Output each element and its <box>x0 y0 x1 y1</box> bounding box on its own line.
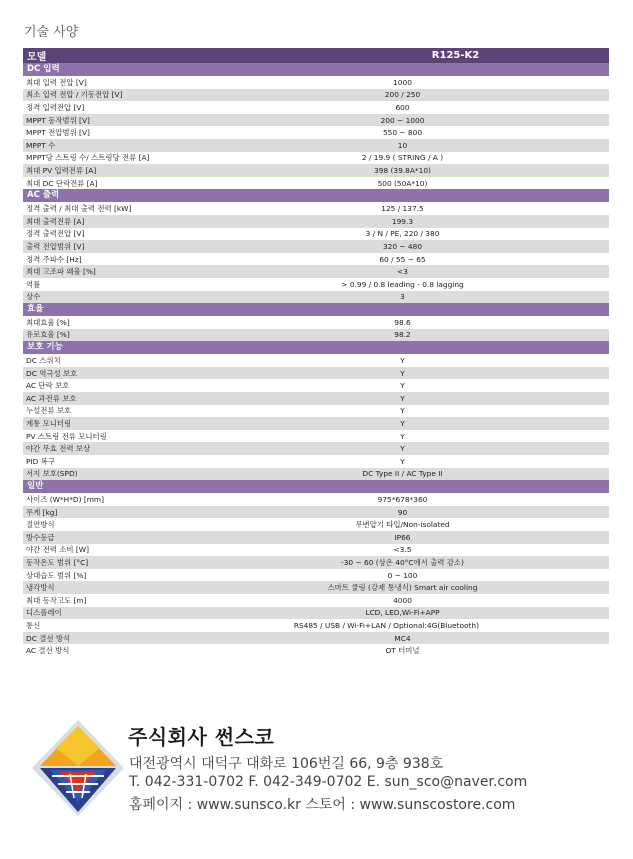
spec-row <box>23 417 609 430</box>
spec-value: <3.5 <box>393 545 412 555</box>
spec-row <box>23 89 609 102</box>
spec-label: 출력 전압범위 [V] <box>26 241 85 251</box>
spec-label: 계통 모니터링 <box>26 419 72 429</box>
spec-row <box>23 101 609 114</box>
spec-row <box>23 581 609 594</box>
spec-label: 야간 무효 전력 보상 <box>26 444 91 454</box>
spec-label: 정격 주파수 [Hz] <box>26 254 82 264</box>
spec-label: DC 스위치 <box>26 356 61 366</box>
spec-row <box>23 544 609 557</box>
spec-value: IP66 <box>394 532 411 542</box>
spec-value: 500 (50A*10) <box>377 178 428 188</box>
spec-value: 3 <box>400 292 405 302</box>
spec-row <box>23 316 609 329</box>
spec-value: 98.2 <box>394 330 411 340</box>
spec-label: MPPT 전압범위 [V] <box>26 128 90 138</box>
spec-label: AC 과전류 보호 <box>26 393 77 403</box>
spec-label: 서지 보호(SPD) <box>26 469 78 479</box>
company-address: 대전광역시 대덕구 대화로 106번길 66, 9층 938호 <box>129 756 444 772</box>
model-value: R125-K2 <box>431 50 480 61</box>
spec-value: 98.6 <box>394 317 411 327</box>
spec-row <box>23 531 609 544</box>
page-title: 기술 사양 <box>24 25 79 40</box>
spec-value: Y <box>400 431 405 441</box>
spec-label: 무게 [kg] <box>26 507 58 517</box>
spec-row <box>23 114 609 127</box>
spec-value: 600 <box>395 102 410 112</box>
spec-label: AC 단락 보호 <box>26 381 70 391</box>
spec-row <box>23 76 609 89</box>
spec-value: 199.3 <box>391 216 414 226</box>
spec-label: 상수 <box>26 292 41 302</box>
spec-value: RS485 / USB / Wi-Fi+LAN / Optional:4G(Bluetooth) <box>293 620 479 630</box>
spec-label: 정격 출력 / 최대 출력 전력 [kW] <box>26 204 132 214</box>
spec-row <box>23 556 609 569</box>
spec-value: 10 <box>397 140 408 150</box>
spec-label: MPPT 동작범위 [V] <box>26 115 90 125</box>
company-footer <box>30 718 610 828</box>
spec-value: Y <box>400 419 405 429</box>
spec-row <box>23 126 609 139</box>
spec-row <box>23 619 609 632</box>
spec-row <box>23 329 609 342</box>
spec-row <box>23 493 609 506</box>
spec-label: AC 결선 방식 <box>26 646 70 656</box>
company-web: 홈페이지 : www.sunsco.kr 스토어 : www.sunscostore.com <box>129 797 516 813</box>
spec-row <box>23 607 609 620</box>
spec-value: Y <box>400 381 405 391</box>
spec-row <box>23 265 609 278</box>
spec-value: 975*678*360 <box>377 495 428 505</box>
spec-value: Y <box>400 444 405 454</box>
spec-value: LCD, LED,Wi-Fi+APP <box>365 608 440 618</box>
spec-row <box>23 139 609 152</box>
spec-row <box>23 278 609 291</box>
section-header: AC 출력 <box>23 189 609 202</box>
spec-row <box>23 594 609 607</box>
spec-row <box>23 367 609 380</box>
spec-label: 동작온도 범위 [°C] <box>26 557 89 567</box>
spec-label: 최대 동작고도 [m] <box>26 595 87 605</box>
spec-label: DC 결선 방식 <box>26 633 71 643</box>
spec-value: 3 / N / PE, 220 / 380 <box>365 229 440 239</box>
spec-row <box>23 468 609 481</box>
spec-label: 정격 출력전압 [V] <box>26 229 85 239</box>
spec-row <box>23 632 609 645</box>
spec-label: 최소 입력 전압 / 기동전압 [V] <box>26 90 123 100</box>
spec-row <box>23 442 609 455</box>
spec-label: 정격 입력전압 [V] <box>26 102 85 112</box>
spec-label: MPPT 수 <box>26 140 56 150</box>
spec-label: MPPT당 스트링 수/ 스트링당 전류 [A] <box>26 153 150 163</box>
section-header: 효율 <box>23 303 609 316</box>
spec-row <box>23 506 609 519</box>
spec-label: 최대 DC 단락전류 [A] <box>26 178 98 188</box>
section-header: DC 입력 <box>23 63 609 76</box>
spec-label: 상대습도 범위 [%] <box>26 570 87 580</box>
spec-row <box>23 202 609 215</box>
model-header-row <box>23 48 609 63</box>
spec-row <box>23 379 609 392</box>
spec-label: DC 역극성 보호 <box>26 368 78 378</box>
spec-row <box>23 405 609 418</box>
spec-label: 디스플레이 <box>26 608 62 618</box>
spec-value: <3 <box>397 267 408 277</box>
spec-label: 야간 전력 소비 [W] <box>26 545 89 555</box>
spec-value: Y <box>400 356 405 366</box>
spec-row <box>23 644 609 657</box>
spec-value: MC4 <box>394 633 411 643</box>
spec-row <box>23 164 609 177</box>
spec-label: 냉각방식 <box>26 583 55 593</box>
spec-label: 최대 PV 입력전류 [A] <box>26 165 97 175</box>
spec-label: 유로효율 [%] <box>26 330 70 340</box>
sunsco-logo <box>30 718 126 818</box>
spec-row <box>23 569 609 582</box>
spec-label: PV 스트링 전류 모니터링 <box>26 431 107 441</box>
section-header: 일반 <box>23 480 609 493</box>
spec-value: Y <box>400 406 405 416</box>
spec-row <box>23 392 609 405</box>
spec-value: DC Type II / AC Type II <box>362 469 443 479</box>
spec-label: 최대효율 [%] <box>26 317 70 327</box>
spec-label: 방수등급 <box>26 532 55 542</box>
spec-value: 무변압기 타입/Non-isolated <box>355 520 450 530</box>
spec-value: -30 ~ 60 (상온 40°C에서 출력 감소) <box>341 557 464 567</box>
spec-value: 1000 <box>393 77 412 87</box>
spec-row <box>23 455 609 468</box>
spec-row <box>23 430 609 443</box>
spec-row <box>23 177 609 190</box>
spec-row <box>23 518 609 531</box>
spec-value: 2 / 19.9 ( STRING / A ) <box>361 153 444 163</box>
spec-table <box>23 48 609 657</box>
spec-label: 최대 출력전류 [A] <box>26 216 85 226</box>
spec-value: 4000 <box>393 595 412 605</box>
spec-value: 스마트 쿨링 (강제 통냉식) Smart air cooling <box>327 583 478 593</box>
spec-sections <box>23 63 609 657</box>
spec-row <box>23 228 609 241</box>
spec-label: 사이즈 (W*H*D) [mm] <box>26 495 104 505</box>
model-label: 모델 <box>27 52 47 63</box>
spec-value: 200 / 250 <box>384 90 421 100</box>
spec-label: 절연방식 <box>26 520 55 530</box>
spec-value: Y <box>400 368 405 378</box>
spec-row <box>23 291 609 304</box>
spec-label: 통신 <box>26 620 41 630</box>
spec-value: OT 터미널 <box>385 646 420 656</box>
spec-row <box>23 354 609 367</box>
spec-value: 398 (39.8A*10) <box>374 165 431 175</box>
company-name: 주식회사 썬스코 <box>128 725 275 749</box>
spec-label: 최대 고조파 왜율 [%] <box>26 267 96 277</box>
spec-row <box>23 215 609 228</box>
spec-row <box>23 152 609 165</box>
company-contact: T. 042-331-0702 F. 042-349-0702 E. sun_sco@naver.com <box>129 774 528 790</box>
spec-label: PID 복구 <box>26 456 55 466</box>
spec-value: 60 / 55 ~ 65 <box>379 254 426 264</box>
spec-label: 역률 <box>26 279 41 289</box>
spec-value: 320 ~ 480 <box>382 241 423 251</box>
spec-label: 누설전류 보호 <box>26 406 72 416</box>
spec-value: 0 ~ 100 <box>387 570 418 580</box>
section-header: 보호 기능 <box>23 341 609 354</box>
spec-row <box>23 253 609 266</box>
spec-value: 550 ~ 800 <box>382 128 423 138</box>
spec-value: 90 <box>397 507 408 517</box>
spec-value: 200 ~ 1000 <box>380 115 425 125</box>
spec-row <box>23 240 609 253</box>
spec-value: > 0.99 / 0.8 leading - 0.8 lagging <box>341 279 464 289</box>
spec-value: 125 / 137.5 <box>381 204 424 214</box>
spec-value: Y <box>400 393 405 403</box>
spec-label: 최대 입력 전압 [V] <box>26 77 87 87</box>
spec-value: Y <box>400 456 405 466</box>
